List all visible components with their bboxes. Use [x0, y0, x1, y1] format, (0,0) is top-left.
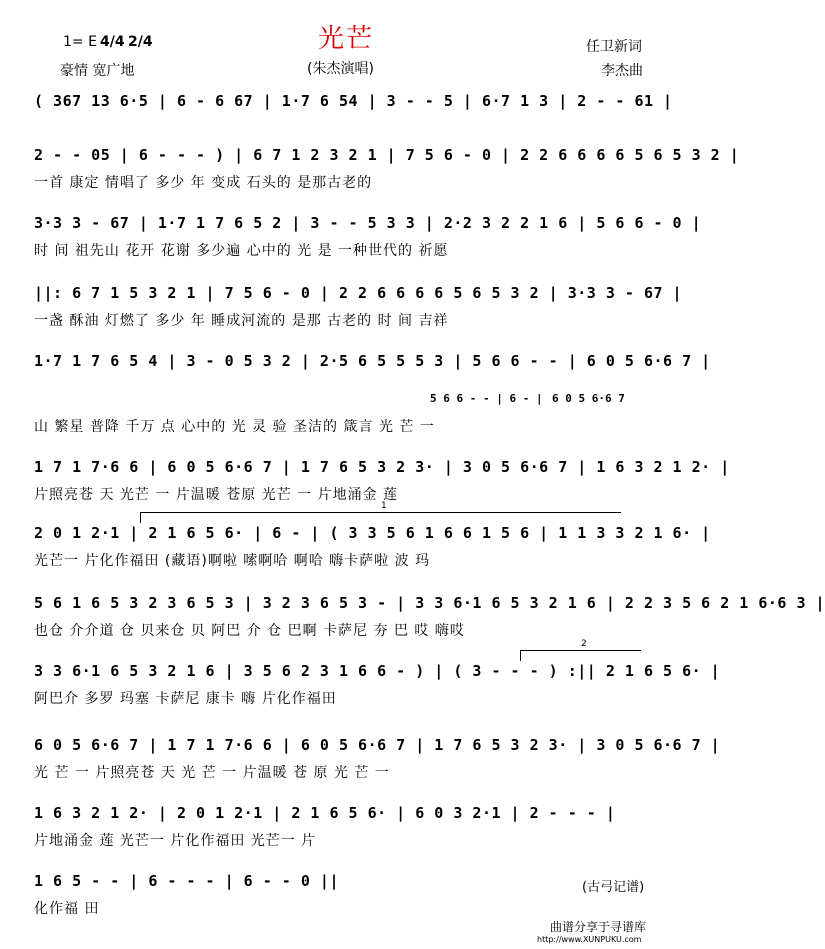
- lyric-line: 片照亮苍 天 光芒 一 片温暖 苍原 光芒 一 片地涌金 莲: [34, 487, 399, 503]
- volta-bracket-1: [140, 501, 621, 523]
- lyric-line: 一首 康定 情唱了 多少 年 变成 石头的 是那古老的: [34, 175, 373, 191]
- notation-line: ( 367 13 6·5 | 6 - 6 67 | 1·7 6 54 | 3 - - 5 | 6·7 1 3 | 2 - - 61 |: [34, 92, 673, 110]
- lyricist-credit: 任卫新词: [586, 39, 642, 55]
- volta-number: 2: [581, 639, 587, 649]
- lyric-line: 时 间 祖先山 花开 花谢 多少遍 心中的 光 是 一种世代的 祈愿: [34, 243, 449, 259]
- notation-line: 6 0 5 6·6 7 | 1 7 1 7·6 6 | 6 0 5 6·6 7 | 1 7 6 5 3 2 3· | 3 0 5 6·6 7 |: [34, 736, 721, 754]
- notation-line: 3·3 3 - 67 | 1·7 1 7 6 5 2 | 3 - - 5 3 3 | 2·2 3 2 2 1 6 | 5 6 6 - 0 |: [34, 214, 702, 232]
- notation-line: 2 0 1 2·1 | 2 1 6 5 6· | 6 - | ( 3 3 5 6 1 6 6 1 5 6 | 1 1 3 3 2 1 6· |: [34, 524, 711, 542]
- lyric-line: 一盏 酥油 灯燃了 多少 年 睡成河流的 是那 古老的 时 间 吉祥: [34, 313, 449, 329]
- notation-line: 1·7 1 7 6 5 4 | 3 - 0 5 3 2 | 2·5 6 5 5 5 3 | 5 6 6 - - | 6 0 5 6·6 7 |: [34, 352, 711, 370]
- singer-credit: (朱杰演唱): [307, 61, 374, 77]
- time-signature-2: 2/4: [128, 34, 153, 50]
- lyric-line: 阿巴介 多罗 玛塞 卡萨尼 康卡 嗨 片化作福田: [34, 691, 337, 707]
- lyric-line: 也仓 介介道 仓 贝来仓 贝 阿巴 介 仓 巴啊 卡萨尼 夯 巴 哎 嗨哎: [34, 623, 465, 639]
- watermark-url: http://www.XUNPUKU.com: [537, 935, 642, 944]
- key-signature: 1= E: [63, 34, 97, 50]
- time-signature-1: 4/4: [100, 34, 125, 50]
- lyric-line: 片地涌金 莲 光芒一 片化作福田 光芒一 片: [34, 833, 317, 849]
- transcriber-note: (古弓记谱): [582, 880, 645, 895]
- notation-line: 3 3 6·1 6 5 3 2 1 6 | 3 5 6 2 3 1 6 6 - ) | ( 3 - - - ) :|| 2 1 6 5 6· |: [34, 662, 721, 680]
- lyric-line: 光 芒 一 片照亮苍 天 光 芒 一 片温暖 苍 原 光 芒 一: [34, 765, 390, 781]
- notation-line: 5 6 1 6 5 3 2 3 6 5 3 | 3 2 3 6 5 3 - | 3 3 6·1 6 5 3 2 1 6 | 2 2 3 5 6 2 1 6·6 3 |: [34, 594, 825, 612]
- notation-line: 1 6 5 - - | 6 - - - | 6 - - 0 ||: [34, 872, 339, 890]
- notation-line: ||: 6 7 1 5 3 2 1 | 7 5 6 - 0 | 2 2 6 6 6 6 5 6 5 3 2 | 3·3 3 - 67 |: [34, 284, 683, 302]
- song-title: 光芒: [318, 24, 375, 54]
- style-marking: 豪情 宽广地: [60, 63, 135, 79]
- volta-bracket-2: [520, 639, 641, 661]
- cue-notation-b: 6 0 5 6·6 7: [552, 392, 625, 405]
- lyric-line: 化作福 田: [34, 901, 100, 917]
- lyric-line: 山 繁星 普降 千万 点 心中的 光 灵 验 圣洁的 箴言 光 芒 一: [34, 419, 435, 435]
- notation-line: 1 6 3 2 1 2· | 2 0 1 2·1 | 2 1 6 5 6· | 6 0 3 2·1 | 2 - - - |: [34, 804, 616, 822]
- cue-notation-a: 5 6 6 - - | 6 - |: [430, 392, 543, 405]
- notation-line: 2 - - 05 | 6 - - - ) | 6 7 1 2 3 2 1 | 7 5 6 - 0 | 2 2 6 6 6 6 5 6 5 3 2 |: [34, 146, 740, 164]
- notation-line: 1 7 1 7·6 6 | 6 0 5 6·6 7 | 1 7 6 5 3 2 3· | 3 0 5 6·6 7 | 1 6 3 2 1 2· |: [34, 458, 730, 476]
- volta-number: 1: [381, 501, 387, 511]
- lyric-line: 光芒一 片化作福田 (藏语)啊啦 嗦啊哈 啊哈 嗨卡萨啦 波 玛: [34, 553, 431, 569]
- watermark-text: 曲谱分享于寻谱库: [550, 920, 647, 934]
- composer-credit: 李杰曲: [601, 63, 643, 79]
